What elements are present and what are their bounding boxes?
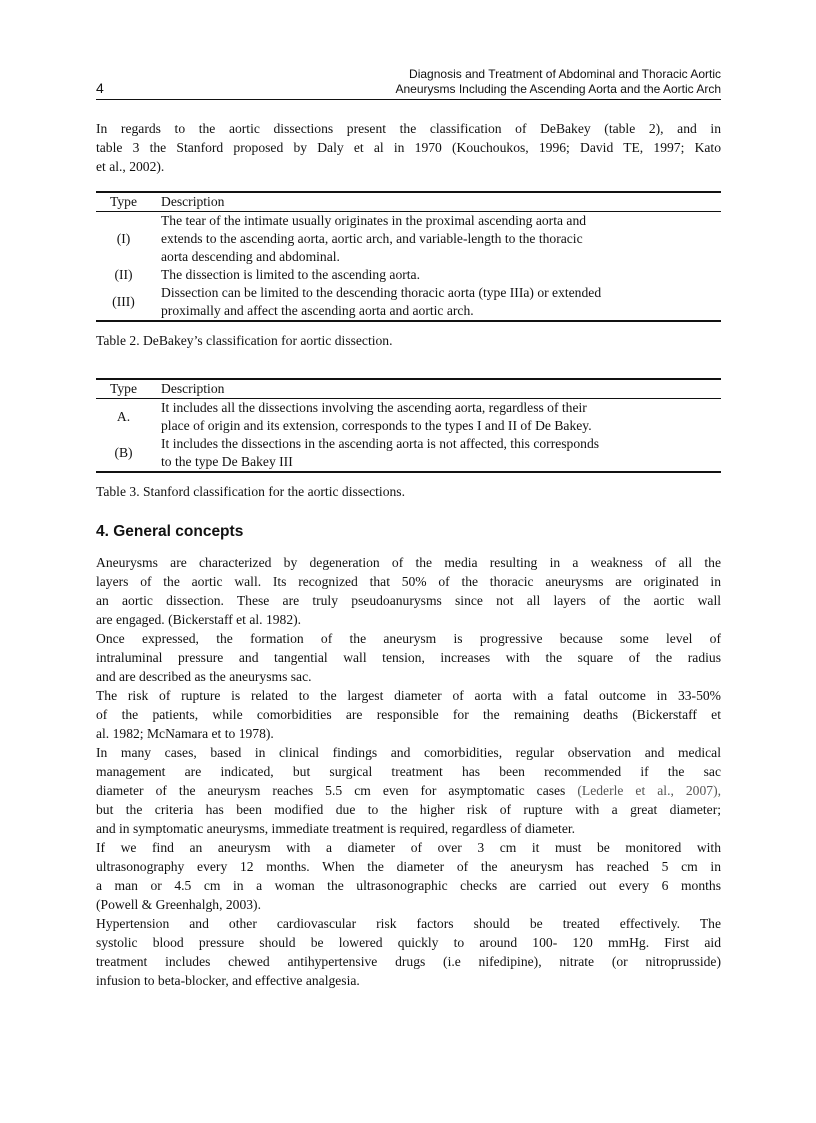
- text-line: ultrasonography every 12 months. When the diameter of the aneurysm has reached 5 cm in: [96, 859, 721, 874]
- table-caption: Table 3. Stanford classification for the aortic dissections.: [96, 484, 405, 499]
- text-line: infusion to beta-blocker, and effective analgesia.: [96, 973, 360, 988]
- stanford-table: [96, 378, 721, 473]
- type-cell: (I): [116, 231, 131, 246]
- text-line: Hypertension and other cardiovascular risk factors should be treated effectively. The: [96, 916, 721, 931]
- text-line: Once expressed, the formation of the aneurysm is progressive because some level of: [96, 631, 721, 646]
- table-row: [96, 284, 721, 321]
- text-line: In many cases, based in clinical findings and comorbidities, regular observation and medical: [96, 745, 721, 760]
- column-header-type: Type: [110, 194, 137, 209]
- table-row: [96, 399, 721, 436]
- type-cell: (II): [114, 267, 133, 282]
- text-line: et al., 2002).: [96, 159, 165, 174]
- table-header-row: [96, 192, 721, 212]
- text-line: In regards to the aortic dissections present the classification of DeBakey (table 2), and in: [96, 121, 721, 136]
- intro-paragraph: [96, 119, 721, 176]
- text-line: management are indicated, but surgical treatment has been recommended if the sac: [96, 764, 721, 779]
- text-segment: diameter of the aneurysm reaches 5.5 cm even for asymptomatic cases: [96, 783, 578, 798]
- text-line: [96, 781, 721, 800]
- description-cell: [151, 212, 721, 267]
- description-line: to the type De Bakey III: [161, 454, 293, 469]
- text-line: layers of the aortic wall. Its recognized that 50% of the thoracic aneurysms are originated in: [96, 574, 721, 589]
- table-row: [96, 266, 721, 284]
- section-heading: 4. General concepts: [96, 523, 244, 540]
- text-line: (Powell & Greenhalgh, 2003).: [96, 897, 261, 912]
- description-cell: [151, 435, 721, 472]
- text-line: Aneurysms are characterized by degeneration of the media resulting in a weakness of all the: [96, 555, 721, 570]
- text-line: and in symptomatic aneurysms, immediate treatment is required, regardless of diameter.: [96, 821, 576, 836]
- column-header-type: Type: [110, 381, 137, 396]
- description-line: proximally and affect the ascending aorta and aortic arch.: [161, 303, 474, 318]
- text-line: of the patients, while comorbidities are responsible for the remaining deaths (Bickerstaff et: [96, 707, 721, 722]
- text-line: intraluminal pressure and tangential wall tension, increases with the square of the radius: [96, 650, 721, 665]
- description-line: place of origin and its extension, corresponds to the types I and II of De Bakey.: [161, 418, 592, 433]
- type-cell: (B): [114, 445, 133, 460]
- running-title: [395, 67, 721, 96]
- running-header: [96, 67, 721, 100]
- page-number: 4: [96, 80, 104, 96]
- text-line: a man or 4.5 cm in a woman the ultrasonographic checks are carried out every 6 months: [96, 878, 721, 893]
- text-line: The risk of rupture is related to the largest diameter of aorta with a fatal outcome in 33-50%: [96, 688, 721, 703]
- text-line: treatment includes chewed antihypertensive drugs (i.e nifedipine), nitrate (or nitroprusside): [96, 954, 721, 969]
- text-line: If we find an aneurysm with a diameter of over 3 cm it must be monitored with: [96, 840, 721, 855]
- running-title-line: Diagnosis and Treatment of Abdominal and Thoracic Aortic: [409, 67, 721, 81]
- body-text: [96, 553, 721, 990]
- description-cell: [151, 284, 721, 321]
- table-caption: Table 2. DeBakey’s classification for aortic dissection.: [96, 333, 393, 348]
- text-line: systolic blood pressure should be lowered quickly to around 100- 120 mmHg. First aid: [96, 935, 721, 950]
- description-line: The tear of the intimate usually originates in the proximal ascending aorta and: [161, 213, 587, 228]
- citation-link[interactable]: (Lederle et al., 2007),: [577, 783, 722, 798]
- text-line: and are described as the aneurysms sac.: [96, 669, 312, 684]
- text-line: an aortic dissection. These are truly pseudoanurysms since not all layers of the aortic wall: [96, 593, 721, 608]
- description-cell: [151, 399, 721, 436]
- description-line: It includes the dissections in the ascending aorta is not affected, this corresponds: [161, 436, 600, 451]
- description-line: extends to the ascending aorta, aortic arch, and variable-length to the thoracic: [161, 231, 583, 246]
- debakey-table: [96, 191, 721, 322]
- description-line: It includes all the dissections involving the ascending aorta, regardless of their: [161, 400, 587, 415]
- description-line: aorta descending and abdominal.: [161, 249, 340, 264]
- column-header-description: Description: [161, 381, 225, 396]
- text-line: but the criteria has been modified due to the higher risk of rupture with a great diameter;: [96, 802, 721, 817]
- description-cell: [151, 266, 721, 284]
- running-title-line: Aneurysms Including the Ascending Aorta and the Aortic Arch: [395, 81, 721, 96]
- type-cell: (III): [112, 294, 135, 309]
- text-line: al. 1982; McNamara et to 1978).: [96, 726, 274, 741]
- description-line: The dissection is limited to the ascending aorta.: [161, 267, 420, 282]
- table-header-row: [96, 379, 721, 399]
- column-header-description: Description: [161, 194, 225, 209]
- text-line: table 3 the Stanford proposed by Daly et al in 1970 (Kouchoukos, 1996; David TE, 1997; Kato: [96, 140, 721, 155]
- table-row: [96, 435, 721, 472]
- description-line: Dissection can be limited to the descending thoracic aorta (type IIIa) or extended: [161, 285, 602, 300]
- text-line: are engaged. (Bickerstaff et al. 1982).: [96, 612, 302, 627]
- table-row: [96, 212, 721, 267]
- type-cell: A.: [116, 409, 131, 424]
